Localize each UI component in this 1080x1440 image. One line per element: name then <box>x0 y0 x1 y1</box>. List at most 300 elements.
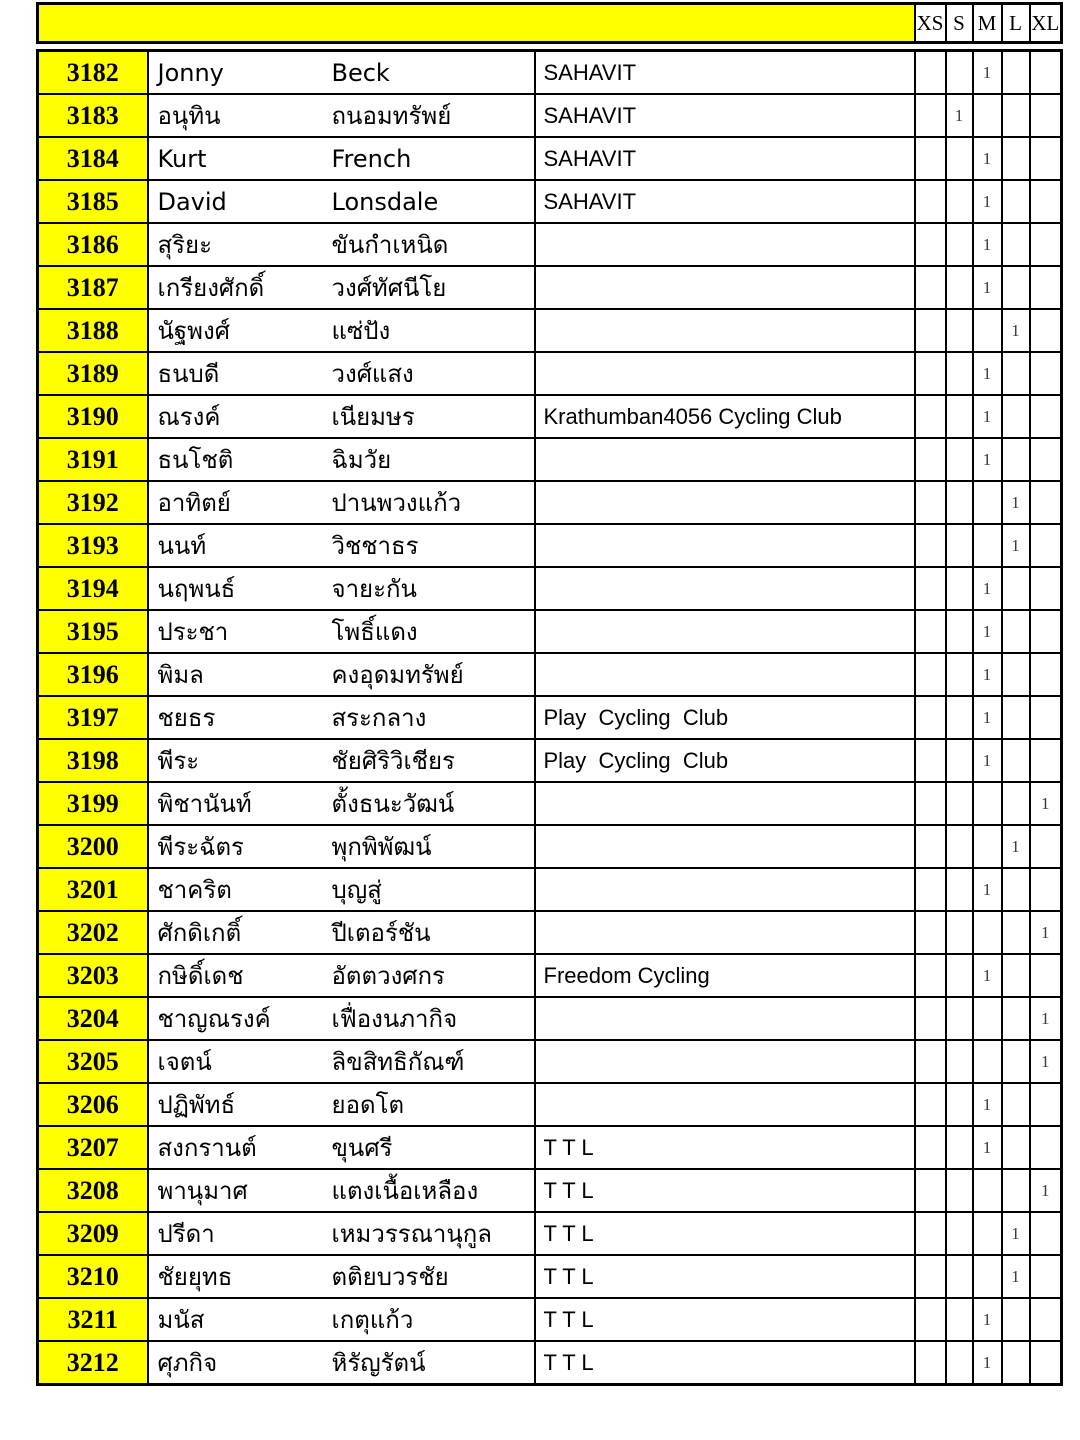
roster-table <box>36 49 1063 1386</box>
size-qty-cell: 1 <box>973 653 1002 696</box>
rider-name-cell <box>148 567 535 610</box>
last-name: ชัยศิริวิเชียร <box>331 747 455 775</box>
team-name: SAHAVIT <box>535 137 915 180</box>
size-qty-cell <box>1030 266 1062 309</box>
bib-number: 3207 <box>38 1126 148 1169</box>
size-qty-cell <box>1030 352 1062 395</box>
size-qty-cell <box>915 223 946 266</box>
size-qty-cell: 1 <box>1030 997 1062 1040</box>
size-qty-cell <box>1030 395 1062 438</box>
bib-number: 3200 <box>38 825 148 868</box>
table-row <box>38 180 1062 223</box>
size-qty-cell <box>946 180 973 223</box>
first-name: ชัยยุทธ <box>157 1263 233 1291</box>
last-name: บุญสู่ <box>331 876 382 904</box>
size-qty-cell <box>1002 1341 1030 1385</box>
first-name: กษิดิ์เดช <box>157 962 244 990</box>
size-qty-cell <box>915 1341 946 1385</box>
team-name <box>535 223 915 266</box>
roster-body <box>38 51 1062 1385</box>
size-column-header-xs: XS <box>915 4 946 43</box>
rider-name-cell <box>148 94 535 137</box>
table-row <box>38 223 1062 266</box>
bib-number: 3193 <box>38 524 148 567</box>
bib-number: 3192 <box>38 481 148 524</box>
size-qty-cell <box>1002 352 1030 395</box>
bib-number: 3198 <box>38 739 148 782</box>
size-qty-cell <box>915 94 946 137</box>
rider-name-cell <box>148 438 535 481</box>
first-name: สงกรานต์ <box>157 1134 257 1162</box>
rider-name-cell <box>148 653 535 696</box>
size-qty-cell <box>946 1212 973 1255</box>
size-qty-cell <box>915 825 946 868</box>
bib-number: 3205 <box>38 1040 148 1083</box>
rider-name-cell <box>148 1083 535 1126</box>
rider-name-cell <box>148 1298 535 1341</box>
size-qty-cell <box>915 309 946 352</box>
size-qty-cell <box>973 1040 1002 1083</box>
size-qty-cell <box>973 825 1002 868</box>
first-name: Jonny <box>157 59 224 87</box>
bib-number: 3182 <box>38 51 148 95</box>
bib-number: 3184 <box>38 137 148 180</box>
size-qty-cell: 1 <box>1030 911 1062 954</box>
rider-name-cell <box>148 51 535 95</box>
last-name: อัตตวงศกร <box>331 962 445 990</box>
team-name <box>535 481 915 524</box>
size-qty-cell <box>946 782 973 825</box>
last-name: วิชชาธร <box>331 532 419 560</box>
size-qty-cell <box>915 51 946 95</box>
rider-name-cell <box>148 782 535 825</box>
rider-name-cell <box>148 309 535 352</box>
size-qty-cell <box>1030 1255 1062 1298</box>
table-row <box>38 438 1062 481</box>
team-name <box>535 911 915 954</box>
team-name: T T L <box>535 1255 915 1298</box>
size-qty-cell <box>1030 868 1062 911</box>
size-qty-cell <box>1002 94 1030 137</box>
last-name: ตติยบวรชัย <box>331 1263 449 1291</box>
first-name: พานุมาศ <box>157 1177 248 1205</box>
team-name <box>535 352 915 395</box>
size-qty-cell <box>973 1169 1002 1212</box>
size-qty-cell <box>1030 94 1062 137</box>
size-qty-cell: 1 <box>1030 1040 1062 1083</box>
size-qty-cell: 1 <box>1002 309 1030 352</box>
first-name: ธนโชติ <box>157 446 234 474</box>
size-qty-cell <box>973 524 1002 567</box>
size-qty-cell: 1 <box>973 438 1002 481</box>
first-name: เกรียงศักดิ์ <box>157 274 265 302</box>
size-qty-cell <box>915 1040 946 1083</box>
first-name: อาทิตย์ <box>157 489 231 517</box>
table-row <box>38 1212 1062 1255</box>
size-qty-cell: 1 <box>973 266 1002 309</box>
table-row <box>38 911 1062 954</box>
table-row <box>38 1298 1062 1341</box>
size-qty-cell <box>915 524 946 567</box>
size-qty-cell <box>1002 954 1030 997</box>
size-qty-cell <box>1030 567 1062 610</box>
size-qty-cell <box>1030 1083 1062 1126</box>
size-qty-cell: 1 <box>1002 524 1030 567</box>
size-qty-cell <box>946 266 973 309</box>
last-name: ตั้งธนะวัฒน์ <box>331 790 455 818</box>
size-qty-cell <box>946 1298 973 1341</box>
size-qty-cell <box>946 51 973 95</box>
size-qty-cell <box>915 567 946 610</box>
rider-name-cell <box>148 266 535 309</box>
size-qty-cell: 1 <box>973 1126 1002 1169</box>
size-qty-cell <box>1030 954 1062 997</box>
table-row <box>38 137 1062 180</box>
size-qty-cell <box>915 395 946 438</box>
size-qty-cell <box>1030 481 1062 524</box>
table-row <box>38 954 1062 997</box>
bib-number: 3195 <box>38 610 148 653</box>
size-qty-cell <box>1030 309 1062 352</box>
size-qty-cell <box>946 610 973 653</box>
rider-name-cell <box>148 739 535 782</box>
size-qty-cell <box>1002 610 1030 653</box>
last-name: เหมวรรณานุกูล <box>331 1220 492 1248</box>
size-qty-cell <box>915 997 946 1040</box>
last-name: วงศ์แสง <box>331 360 414 388</box>
rider-name-cell <box>148 352 535 395</box>
size-qty-cell <box>915 739 946 782</box>
size-qty-cell <box>946 1083 973 1126</box>
first-name: ปฏิพัทธ์ <box>157 1091 236 1119</box>
last-name: แตงเนื้อเหลือง <box>331 1177 479 1205</box>
size-qty-cell: 1 <box>973 395 1002 438</box>
rider-name-cell <box>148 825 535 868</box>
size-qty-cell <box>1002 438 1030 481</box>
size-qty-cell <box>915 266 946 309</box>
first-name: พีระ <box>157 747 200 775</box>
bib-number: 3188 <box>38 309 148 352</box>
last-name: French <box>331 145 412 173</box>
first-name: นนท์ <box>157 532 207 560</box>
last-name: พุกพิพัฒน์ <box>331 833 432 861</box>
size-qty-cell <box>915 610 946 653</box>
team-name <box>535 825 915 868</box>
table-row <box>38 1083 1062 1126</box>
size-qty-cell <box>1002 782 1030 825</box>
rider-name-cell <box>148 911 535 954</box>
bib-number: 3187 <box>38 266 148 309</box>
bib-number: 3199 <box>38 782 148 825</box>
team-name <box>535 653 915 696</box>
team-name: T T L <box>535 1341 915 1385</box>
rider-name-cell <box>148 1126 535 1169</box>
last-name: ปีเตอร์ชัน <box>331 919 431 947</box>
table-row <box>38 997 1062 1040</box>
roster-page <box>36 2 1062 1386</box>
first-name: ปรีดา <box>157 1220 215 1248</box>
last-name: เนียมษร <box>331 403 415 431</box>
size-qty-cell <box>973 911 1002 954</box>
size-qty-cell <box>915 137 946 180</box>
size-qty-cell <box>915 911 946 954</box>
size-qty-cell: 1 <box>1002 1255 1030 1298</box>
table-row <box>38 1341 1062 1385</box>
size-qty-cell <box>946 1126 973 1169</box>
size-qty-cell <box>946 868 973 911</box>
bib-number: 3202 <box>38 911 148 954</box>
bib-number: 3190 <box>38 395 148 438</box>
rider-name-cell <box>148 610 535 653</box>
size-qty-cell: 1 <box>973 567 1002 610</box>
size-qty-cell <box>946 438 973 481</box>
bib-number: 3206 <box>38 1083 148 1126</box>
table-row <box>38 266 1062 309</box>
size-qty-cell <box>1002 1040 1030 1083</box>
table-row <box>38 610 1062 653</box>
size-qty-cell: 1 <box>973 954 1002 997</box>
table-row <box>38 696 1062 739</box>
size-qty-cell: 1 <box>973 1083 1002 1126</box>
team-name <box>535 1040 915 1083</box>
header-highlight-band <box>38 4 915 43</box>
size-qty-cell <box>1030 1298 1062 1341</box>
size-qty-cell <box>1002 1298 1030 1341</box>
size-qty-cell: 1 <box>973 1341 1002 1385</box>
team-name: T T L <box>535 1298 915 1341</box>
last-name: ขันกำเหนิด <box>331 231 449 259</box>
size-qty-cell: 1 <box>1030 782 1062 825</box>
size-qty-cell <box>1002 1169 1030 1212</box>
size-qty-cell <box>1002 266 1030 309</box>
bib-number: 3194 <box>38 567 148 610</box>
first-name: นฤพนธ์ <box>157 575 236 603</box>
bib-number: 3204 <box>38 997 148 1040</box>
size-qty-cell <box>946 567 973 610</box>
rider-name-cell <box>148 524 535 567</box>
size-qty-cell <box>973 94 1002 137</box>
size-header-table <box>36 2 1063 44</box>
first-name: ชาคริต <box>157 876 232 904</box>
team-name: Play Cycling Club <box>535 739 915 782</box>
team-name <box>535 524 915 567</box>
size-qty-cell: 1 <box>1002 481 1030 524</box>
bib-number: 3201 <box>38 868 148 911</box>
team-name <box>535 567 915 610</box>
size-qty-cell <box>915 481 946 524</box>
size-qty-cell <box>1030 825 1062 868</box>
size-qty-cell <box>1002 739 1030 782</box>
rider-name-cell <box>148 223 535 266</box>
size-qty-cell: 1 <box>973 137 1002 180</box>
team-name: SAHAVIT <box>535 94 915 137</box>
size-qty-cell <box>946 223 973 266</box>
size-qty-cell <box>1030 438 1062 481</box>
team-name: Play Cycling Club <box>535 696 915 739</box>
size-qty-cell <box>946 1341 973 1385</box>
size-qty-cell <box>1002 868 1030 911</box>
first-name: พิมล <box>157 661 204 689</box>
table-row <box>38 1126 1062 1169</box>
size-column-header-l: L <box>1002 4 1030 43</box>
size-qty-cell: 1 <box>946 94 973 137</box>
size-qty-cell <box>915 1255 946 1298</box>
size-qty-cell <box>1002 696 1030 739</box>
bib-number: 3210 <box>38 1255 148 1298</box>
first-name: ศุภกิจ <box>157 1349 218 1377</box>
team-name <box>535 438 915 481</box>
size-qty-cell <box>946 911 973 954</box>
size-qty-cell <box>1002 1126 1030 1169</box>
size-qty-cell <box>915 954 946 997</box>
size-qty-cell <box>915 696 946 739</box>
bib-number: 3203 <box>38 954 148 997</box>
team-name: Freedom Cycling <box>535 954 915 997</box>
size-qty-cell: 1 <box>973 696 1002 739</box>
last-name: เฟื่องนภากิจ <box>331 1005 458 1033</box>
first-name: อนุทิน <box>157 102 221 130</box>
size-qty-cell <box>973 997 1002 1040</box>
size-qty-cell <box>973 782 1002 825</box>
team-name: T T L <box>535 1169 915 1212</box>
table-row <box>38 567 1062 610</box>
table-row <box>38 352 1062 395</box>
first-name: ศักดิเกติ์ <box>157 919 242 947</box>
table-row <box>38 739 1062 782</box>
table-row <box>38 825 1062 868</box>
table-row <box>38 94 1062 137</box>
size-qty-cell <box>1030 137 1062 180</box>
size-qty-cell <box>1030 739 1062 782</box>
size-column-header-xl: XL <box>1030 4 1062 43</box>
first-name: พีระฉัตร <box>157 833 244 861</box>
rider-name-cell <box>148 395 535 438</box>
size-qty-cell <box>1002 997 1030 1040</box>
bib-number: 3211 <box>38 1298 148 1341</box>
size-qty-cell <box>1030 610 1062 653</box>
size-qty-cell: 1 <box>973 1298 1002 1341</box>
bib-number: 3197 <box>38 696 148 739</box>
table-row <box>38 395 1062 438</box>
size-qty-cell <box>1002 223 1030 266</box>
size-qty-cell <box>915 180 946 223</box>
first-name: นัฐพงศ์ <box>157 317 230 345</box>
bib-number: 3196 <box>38 653 148 696</box>
size-qty-cell <box>1002 567 1030 610</box>
size-qty-cell <box>946 997 973 1040</box>
size-qty-cell: 1 <box>973 51 1002 95</box>
team-name: T T L <box>535 1126 915 1169</box>
size-qty-cell: 1 <box>1002 825 1030 868</box>
size-qty-cell: 1 <box>1030 1169 1062 1212</box>
size-qty-cell <box>1030 51 1062 95</box>
rider-name-cell <box>148 1040 535 1083</box>
last-name: โพธิ์แดง <box>331 618 418 646</box>
table-row <box>38 653 1062 696</box>
size-header-row <box>38 4 1062 43</box>
bib-number: 3209 <box>38 1212 148 1255</box>
size-qty-cell <box>1030 1212 1062 1255</box>
team-name <box>535 309 915 352</box>
size-qty-cell: 1 <box>973 180 1002 223</box>
table-row <box>38 1169 1062 1212</box>
size-qty-cell <box>1002 51 1030 95</box>
size-qty-cell <box>973 481 1002 524</box>
last-name: เกตุแก้ว <box>331 1306 414 1334</box>
size-qty-cell <box>915 782 946 825</box>
size-qty-cell <box>946 395 973 438</box>
table-row <box>38 309 1062 352</box>
size-qty-cell: 1 <box>973 868 1002 911</box>
team-name <box>535 782 915 825</box>
size-qty-cell <box>946 954 973 997</box>
size-qty-cell: 1 <box>973 739 1002 782</box>
size-qty-cell <box>1030 223 1062 266</box>
team-name <box>535 610 915 653</box>
table-row <box>38 524 1062 567</box>
size-qty-cell <box>915 868 946 911</box>
bib-number: 3185 <box>38 180 148 223</box>
size-qty-cell <box>946 309 973 352</box>
size-qty-cell <box>946 825 973 868</box>
table-row <box>38 51 1062 95</box>
size-qty-cell <box>946 481 973 524</box>
size-qty-cell <box>946 1040 973 1083</box>
size-qty-cell <box>915 1126 946 1169</box>
last-name: สระกลาง <box>331 704 427 732</box>
last-name: แซ่ปัง <box>331 317 391 345</box>
first-name: มนัส <box>157 1306 205 1334</box>
table-row <box>38 1040 1062 1083</box>
size-qty-cell <box>946 1169 973 1212</box>
bib-number: 3183 <box>38 94 148 137</box>
size-qty-cell <box>973 1255 1002 1298</box>
team-name <box>535 1083 915 1126</box>
bib-number: 3191 <box>38 438 148 481</box>
first-name: Kurt <box>157 145 207 173</box>
size-column-header-s: S <box>946 4 973 43</box>
last-name: หิรัญรัตน์ <box>331 1349 426 1377</box>
first-name: ณรงค์ <box>157 403 221 431</box>
last-name: คงอุดมทรัพย์ <box>331 661 464 689</box>
last-name: ยอดโต <box>331 1091 405 1119</box>
size-qty-cell: 1 <box>1002 1212 1030 1255</box>
team-name: Krathumban4056 Cycling Club <box>535 395 915 438</box>
last-name: วงศ์ทัศนีโย <box>331 274 447 302</box>
first-name: เจตน์ <box>157 1048 212 1076</box>
size-qty-cell <box>1002 180 1030 223</box>
size-qty-cell <box>946 1255 973 1298</box>
size-qty-cell <box>915 653 946 696</box>
size-qty-cell <box>973 1212 1002 1255</box>
table-row <box>38 868 1062 911</box>
size-qty-cell: 1 <box>973 610 1002 653</box>
size-qty-cell <box>1030 1341 1062 1385</box>
last-name: ขุนศรี <box>331 1134 393 1162</box>
last-name: ฉิมวัย <box>331 446 392 474</box>
rider-name-cell <box>148 180 535 223</box>
size-qty-cell <box>973 309 1002 352</box>
bib-number: 3189 <box>38 352 148 395</box>
rider-name-cell <box>148 954 535 997</box>
last-name: Lonsdale <box>331 188 439 216</box>
first-name: ชาญณรงค์ <box>157 1005 271 1033</box>
rider-name-cell <box>148 1255 535 1298</box>
rider-name-cell <box>148 481 535 524</box>
team-name <box>535 997 915 1040</box>
last-name: จายะกัน <box>331 575 417 603</box>
bib-number: 3212 <box>38 1341 148 1385</box>
